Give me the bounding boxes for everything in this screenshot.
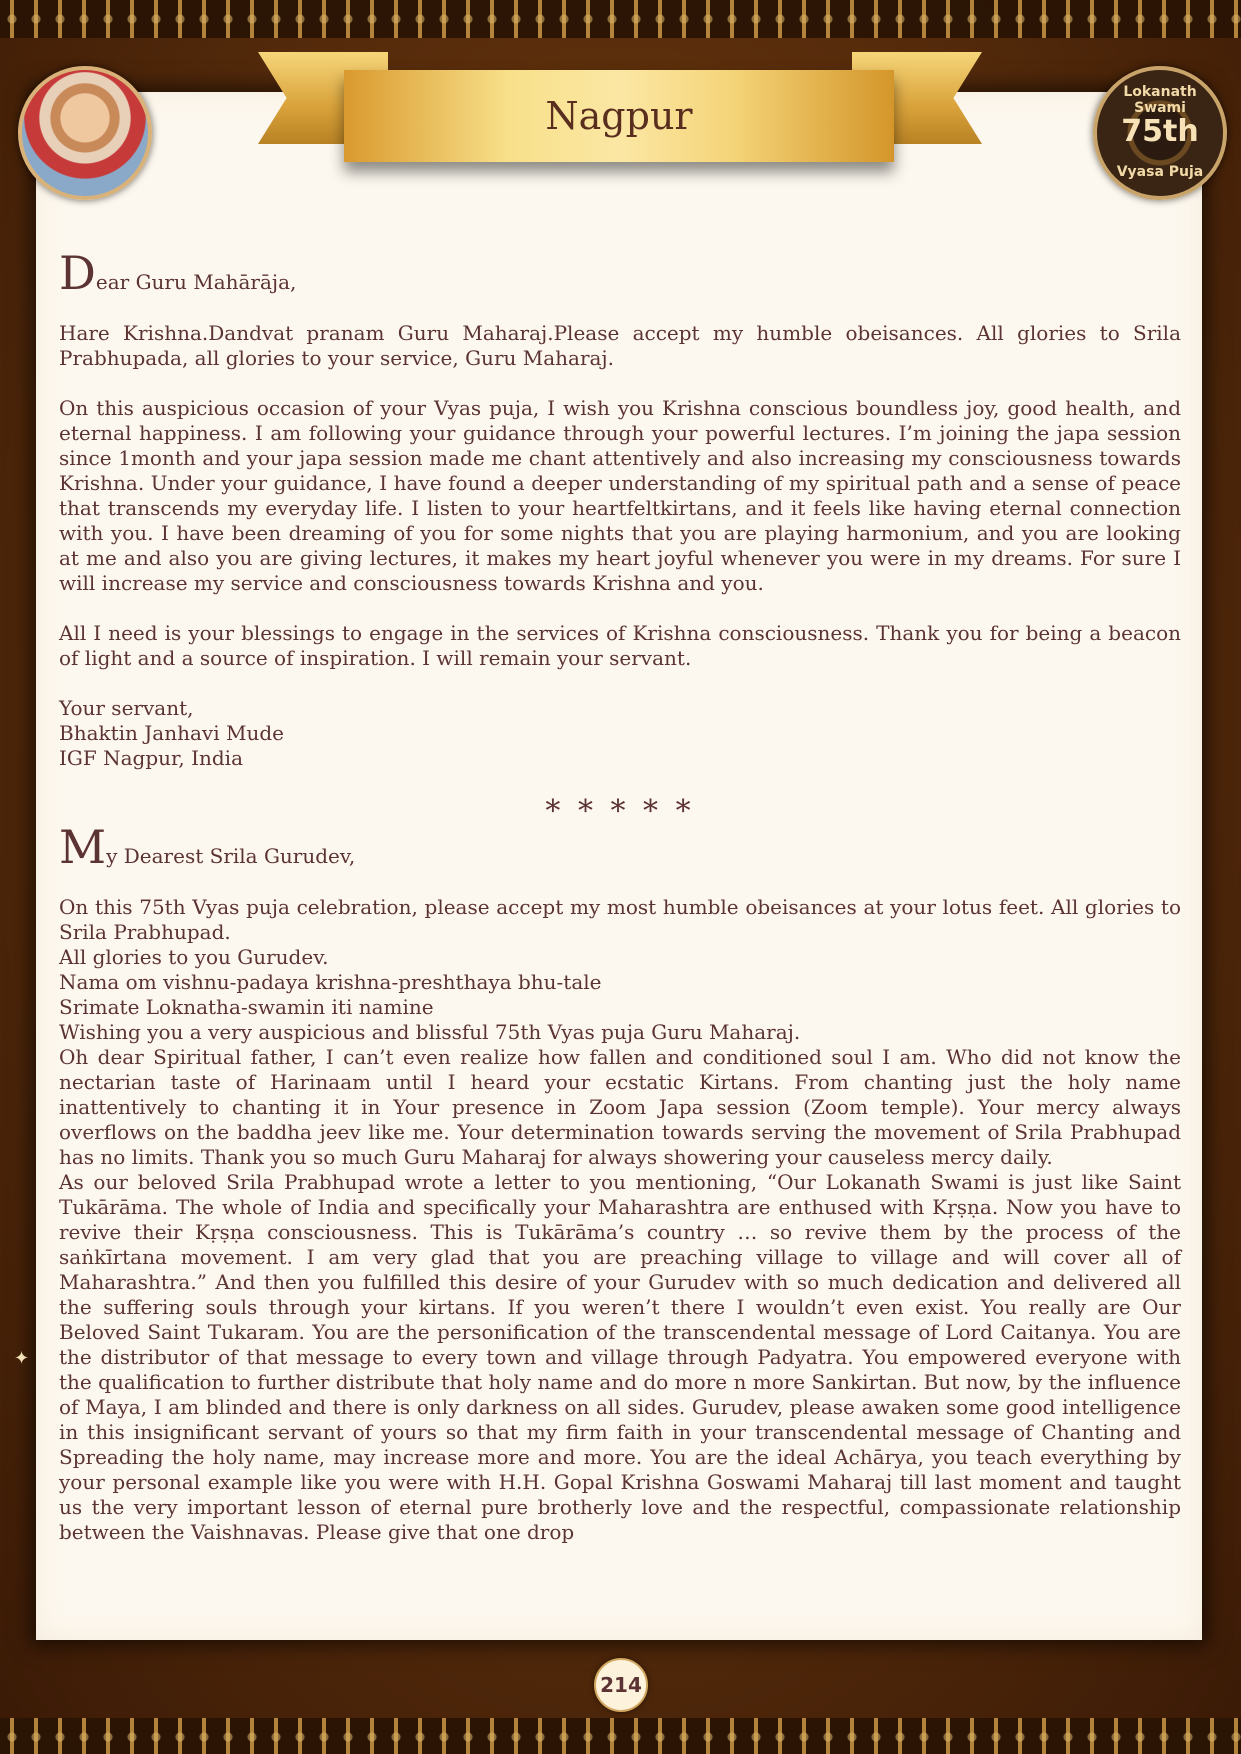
page-title: Nagpur <box>545 94 693 138</box>
letter1-paragraph: On this auspicious occasion of your Vyas puja, I wish you Krishna conscious boundless joy, good health, and eternal happiness. I am following your guidance through your powerful lectures. I’m joining the japa session since 1month and your japa session made me chant attentively and also increasing my consciousness towards Krishna. Under your guidance, I have found a deeper understanding of my spiritual path and a sense of peace that transcends my everyday life. I listen to your heartfeltkirtans, and it feels like having eternal connection with you. I have been dreaming of you for some nights that you are playing harmonium, and you are looking at me and also you are giving lectures, it makes my heart joyful whenever you were in my dreams. For sure I will increase my service and consciousness towards Krishna and you. <box>59 396 1181 595</box>
page-number: 214 <box>594 1658 648 1712</box>
title-ribbon <box>344 70 894 162</box>
letter2-line: On this 75th Vyas puja celebration, please accept my most humble obeisances at your lotus feet. All glories to Srila Prabhupad. <box>59 895 1181 944</box>
seal-number: 75th <box>1121 114 1199 149</box>
letter2-line: Srimate Loknatha-swamin iti namine <box>59 995 434 1019</box>
seal-top-text: Lokanath Swami <box>1123 84 1197 116</box>
letter2-line: Oh dear Spiritual father, I can’t even realize how fallen and conditioned soul I am. Who did not know the nectarian taste of Harinaam until I heard your ecstatic Kirtans. From chanting just the holy name inattentively to chanting it in Your presence in Zoom Japa session (Zoom temple). Your mercy always overflows on the baddha jeev like me. Your determination towards serving the movement of Srila Prabhupad has no limits. Thank you so much Guru Maharaj for always showering your causeless mercy daily. <box>59 1045 1181 1169</box>
sparkle-decoration: ✦ <box>14 1348 30 1369</box>
vyasa-puja-seal <box>1093 66 1227 200</box>
letter1-signoff: Your servant, <box>59 696 194 720</box>
letter2-line: As our beloved Srila Prabhupad wrote a letter to you mentioning, “Our Lokanath Swami is just like Saint Tukārāma. The whole of India and specifically your Maharashtra are enthused with Kṛṣṇa. Now you have to revive their Kṛṣṇa consciousness. This is Tukārāma’s country … so revive them by the process of the saṅkīrtana movement. I am very glad that you are preaching village to village and will cover all of Maharashtra.” And then you fulfilled this desire of your Gurudev with so much dedication and delivered all the suffering souls through your kirtans. If you weren’t there I wouldn’t even exist. You really are Our Beloved Saint Tukaram. You are the personification of the transcendental message of Lord Caitanya. You are the distributor of that message to every town and village through Padyatra. You empowered everyone with the qualification to further distribute that holy name and do more n more Sankirtan. But now, by the influence of Maya, I am blinded and there is only darkness on all sides. Gurudev, please awaken some good intelligence in this insignificant servant of yours so that my firm faith in your transcendental message of Chanting and Spreading the holy name, may increase more and more. You are the ideal Achārya, you teach everything by your personal example like you were with H.H. Gopal Krishna Goswami Maharaj till last moment and taught us the very important lesson of eternal pure brotherly love and the respectful, compassionate relationship between the Vaishnavas. Please give that one drop <box>59 1170 1181 1544</box>
letter2-line: Nama om vishnu-padaya krishna-preshthaya bhu-tale <box>59 970 602 994</box>
letter2-salutation <box>59 820 1181 874</box>
letter2-dropcap: M <box>59 820 107 874</box>
letters-content <box>59 246 1181 1545</box>
seal-bottom-text: Vyasa Puja <box>1116 164 1204 180</box>
letter2-salutation-text: y Dearest Srila Gurudev, <box>106 844 356 868</box>
letter1-signature-location: IGF Nagpur, India <box>59 746 244 770</box>
letter1-salutation <box>59 246 1181 300</box>
letter2-line: Wishing you a very auspicious and blissful 75th Vyas puja Guru Maharaj. <box>59 1020 801 1044</box>
letter1-salutation-text: ear Guru Mahārāja, <box>95 270 297 294</box>
letter1-paragraph: All I need is your blessings to engage in the services of Krishna consciousness. Thank you for being a beacon of light and a source of inspiration. I will remain your servant. <box>59 621 1181 670</box>
section-separator: * * * * * <box>545 794 695 829</box>
guru-portrait <box>18 66 152 200</box>
letter2-line: All glories to you Gurudev. <box>59 945 329 969</box>
letter1-dropcap: D <box>59 246 96 300</box>
decorative-border-top <box>0 0 1241 38</box>
letter1-signature-name: Bhaktin Janhavi Mude <box>59 721 284 745</box>
decorative-border-bottom <box>0 1718 1241 1754</box>
letter1-paragraph: Hare Krishna.Dandvat pranam Guru Maharaj.Please accept my humble obeisances. All glories to Srila Prabhupada, all glories to your service, Guru Maharaj. <box>59 321 1181 370</box>
